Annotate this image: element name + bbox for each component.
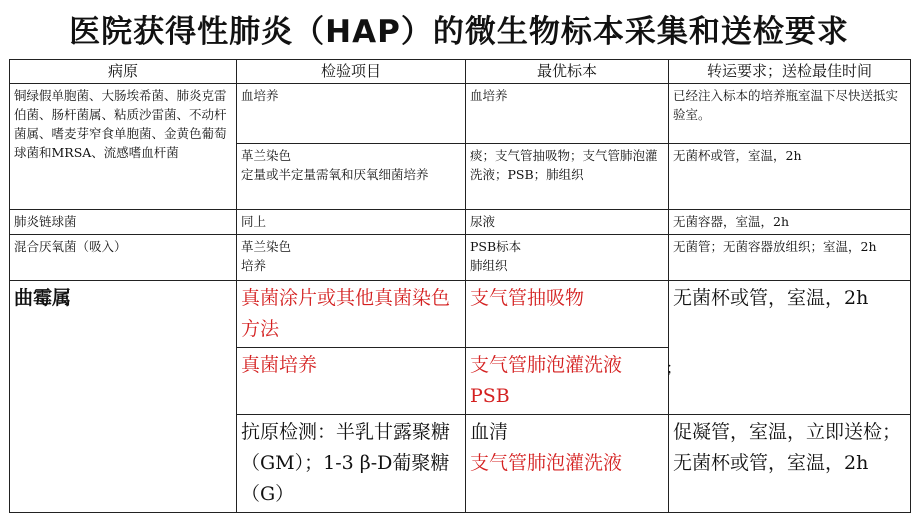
pathogen-cell: 肺炎链球菌 bbox=[10, 210, 237, 235]
table-row bbox=[10, 84, 911, 144]
specimen-line: PSB标本 bbox=[470, 239, 522, 254]
table-row bbox=[10, 235, 911, 281]
header-test: 检验项目 bbox=[237, 60, 466, 84]
test-cell: 同上 bbox=[237, 210, 466, 235]
page-title: 医院获得性肺炎（HAP）的微生物标本采集和送检要求 bbox=[69, 14, 849, 50]
table-row bbox=[10, 210, 911, 235]
transport-cell: 已经注入标本的培养瓶室温下尽快送抵实验室。 bbox=[669, 84, 911, 144]
header-specimen: 最优标本 bbox=[466, 60, 669, 84]
test-cell: 血培养 bbox=[237, 84, 466, 144]
test-cell: 真菌培养 bbox=[237, 348, 466, 415]
stray-semicolon: ； bbox=[666, 359, 682, 377]
header-pathogen: 病原 bbox=[10, 60, 237, 84]
specimen-line: 支气管肺泡灌洗液 bbox=[470, 452, 623, 474]
header-transport: 转运要求；送检最佳时间 bbox=[669, 60, 911, 84]
test-cell: 真菌涂片或其他真菌染色方法 bbox=[237, 281, 466, 348]
transport-cell: 无菌容器，室温，2h bbox=[669, 210, 911, 235]
pathogen-cell: 曲霉属 bbox=[10, 281, 237, 513]
specimen-table bbox=[9, 59, 911, 513]
specimen-line: 血清 bbox=[470, 421, 509, 443]
pathogen-cell: 混合厌氧菌（吸入） bbox=[10, 235, 237, 281]
test-line: 培养 bbox=[241, 258, 267, 273]
transport-cell: 无菌杯或管，室温，2h bbox=[669, 281, 911, 415]
test-cell: 抗原检测：半乳甘露聚糖（GM）；1-3 β-D葡聚糖（G） bbox=[237, 415, 466, 513]
pathogen-cell: 铜绿假单胞菌、大肠埃希菌、肺炎克雷伯菌、肠杆菌属、粘质沙雷菌、不动杆菌属、嗜麦芽窄食单胞菌、金黄色葡萄球菌和MRSA、流感嗜血杆菌 bbox=[10, 84, 237, 210]
transport-cell: 促凝管，室温，立即送检；无菌杯或管，室温，2h bbox=[669, 415, 911, 513]
specimen-cell: 痰；支气管抽吸物；支气管肺泡灌洗液；PSB；肺组织 bbox=[466, 144, 669, 210]
test-cell bbox=[237, 235, 466, 281]
specimen-cell: 尿液 bbox=[466, 210, 669, 235]
test-cell bbox=[237, 144, 466, 210]
test-line: 定量或半定量需氧和厌氧细菌培养 bbox=[241, 167, 429, 182]
specimen-cell bbox=[466, 235, 669, 281]
specimen-line: 支气管肺泡灌洗液 bbox=[470, 354, 623, 376]
test-line: 革兰染色 bbox=[241, 148, 292, 163]
specimen-cell: 血培养 bbox=[466, 84, 669, 144]
specimen-cell bbox=[466, 348, 669, 415]
specimen-cell bbox=[466, 415, 669, 513]
table-header-row bbox=[10, 60, 911, 84]
specimen-cell: 支气管抽吸物 bbox=[466, 281, 669, 348]
specimen-line: 肺组织 bbox=[470, 258, 508, 273]
table-row bbox=[10, 281, 911, 348]
test-line: 革兰染色 bbox=[241, 239, 292, 254]
specimen-line: PSB bbox=[470, 385, 510, 407]
transport-cell: 无菌管；无菌容器放组织；室温，2h bbox=[669, 235, 911, 281]
transport-cell: 无菌杯或管，室温，2h bbox=[669, 144, 911, 210]
